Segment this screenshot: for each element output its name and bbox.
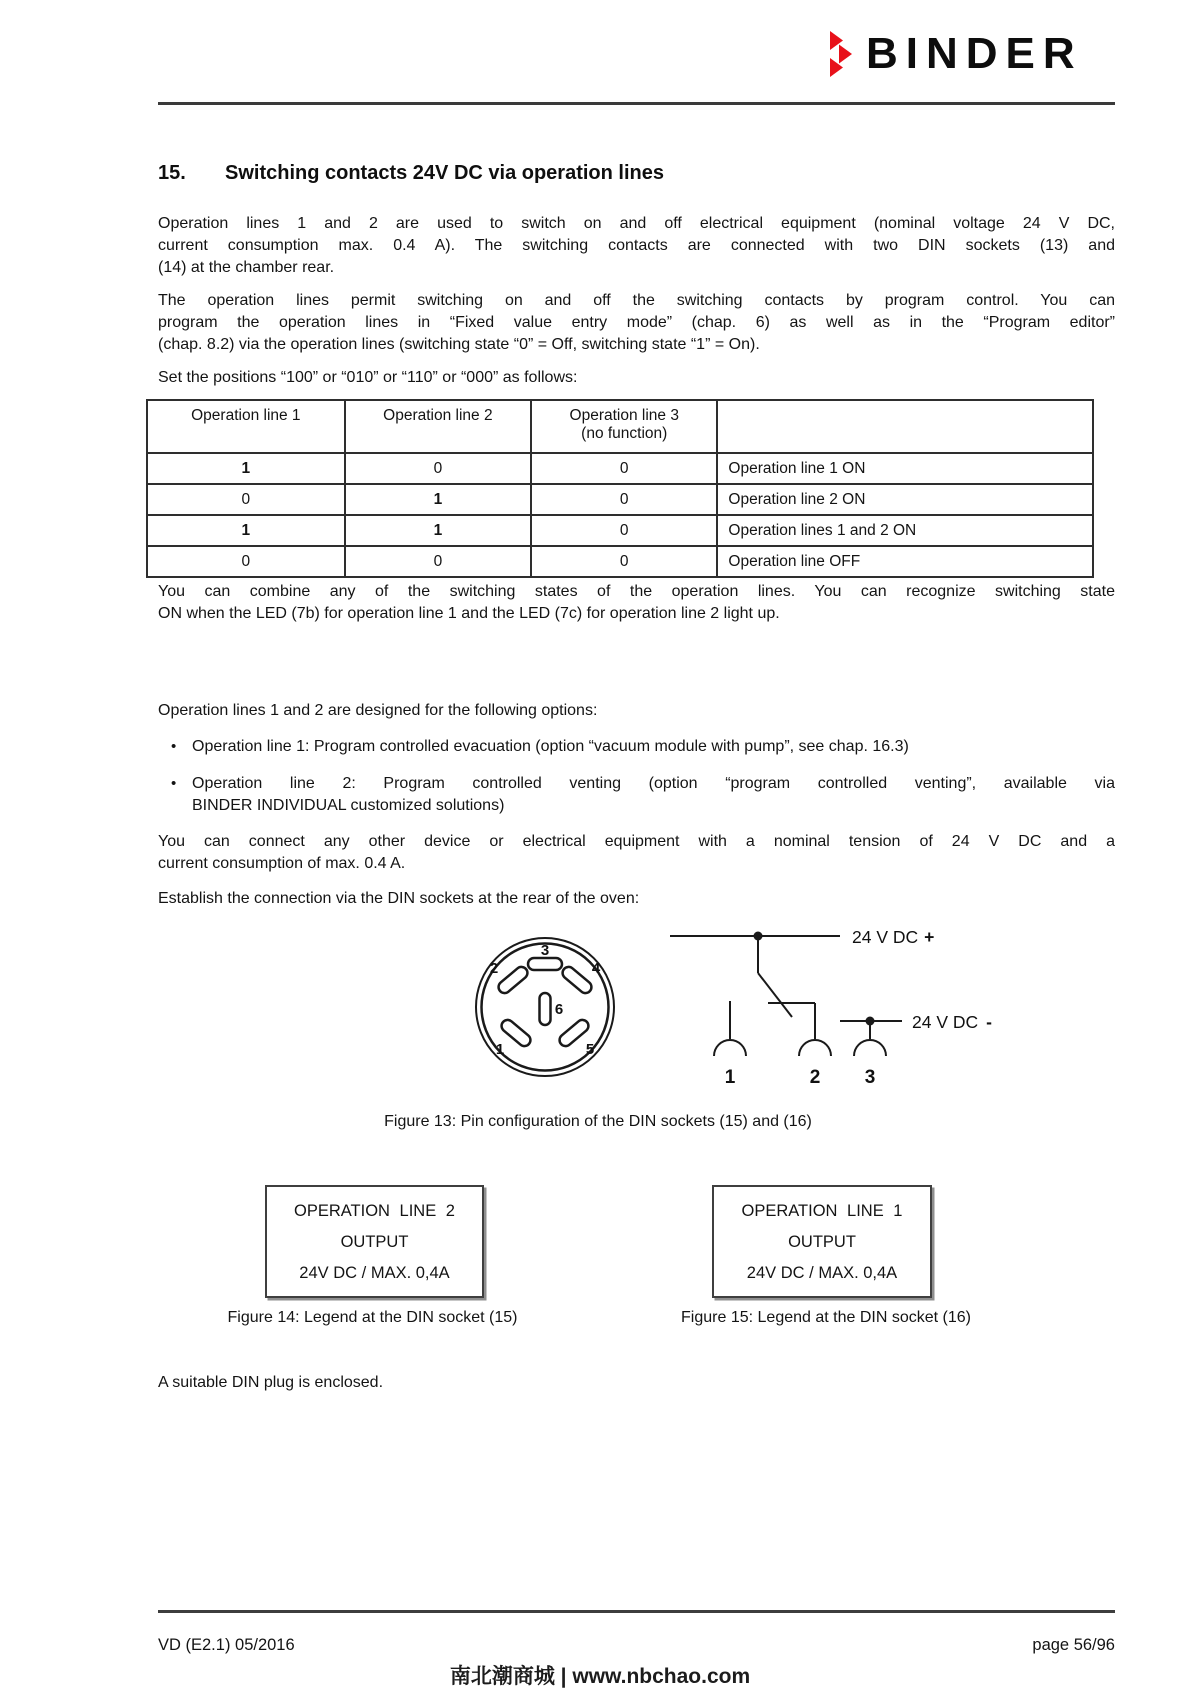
text-line: current consumption of max. 0.4 A. [158,855,406,872]
operation-lines-table [146,399,1094,578]
table-cell: 0 [147,484,345,515]
figure15-caption: Figure 15: Legend at the DIN socket (16) [681,1309,971,1326]
header-rule [158,102,1115,105]
minus-sign: - [986,1012,992,1032]
paragraph-set-positions: Set the positions “100” or “010” or “110” or “000” as follows: [158,369,578,386]
table-row [147,515,1093,546]
paragraph-program-control [158,290,1115,356]
table-row [147,546,1093,577]
dc-plus-text: 24 V DC [852,927,919,947]
socket-pin-2 [496,964,530,995]
terminal-label-1: 1 [724,1067,736,1088]
legend-line: OPERATION LINE 2 [294,1202,455,1220]
pin-label-1: 1 [495,1041,505,1058]
legend-line: OUTPUT [788,1233,856,1251]
table-row [147,453,1093,484]
footer-page-number: page 56/96 [1032,1636,1115,1654]
text-line: (chap. 8.2) via the operation lines (switching state “0” = Off, switching state “1” = On). [158,336,760,353]
text-line: Operation line 2: Program controlled venting (option “program controlled venting”, available via [192,775,1115,792]
table-cell: 1 [345,515,531,546]
table-row [147,484,1093,515]
paragraph-connect [158,831,1115,875]
legend-line: 24V DC / MAX. 0,4A [299,1264,450,1282]
table-cell: Operation lines 1 and 2 ON [717,515,1093,546]
section-title-text: Switching contacts 24V DC via operation lines [225,162,664,184]
binder-logo-text: BINDER [866,29,1083,78]
junction-dot-minus [866,1017,875,1026]
socket-pin-1 [499,1017,533,1048]
terminal-arc-1 [714,1040,746,1056]
paragraph-establish: Establish the connection via the DIN sockets at the rear of the oven: [158,890,640,907]
section-number: 15. [158,162,186,184]
wiring-diagram [670,936,902,1056]
col-header-line1: Operation line 1 [147,400,345,453]
col-header-line3-sub: (no function) [581,425,668,442]
paragraph-combine [158,581,1115,625]
terminal-label-2: 2 [809,1067,821,1088]
paragraph-intro [158,213,1115,279]
binder-logo [830,30,1083,78]
section-title [158,162,664,185]
table-header [147,400,1093,453]
terminal-label-3: 3 [864,1067,876,1088]
terminal-arc-3 [854,1040,886,1056]
label-24vdc-plus [852,927,934,947]
pin-label-3: 3 [540,942,550,959]
table-cell: 1 [345,484,531,515]
legend-box-operation-line-2 [265,1185,484,1298]
terminal-arc-2 [799,1040,831,1056]
watermark-text: 南北潮商城 | www.nbchao.com [449,1665,751,1688]
junction-dot-plus [754,932,763,941]
legend-box-operation-line-1 [712,1185,932,1298]
paragraph-options-intro: Operation lines 1 and 2 are designed for the following options: [158,702,598,719]
table-cell: 0 [531,484,717,515]
table-cell: Operation line 1 ON [717,453,1093,484]
footer-rule [158,1610,1115,1613]
text-line: BINDER INDIVIDUAL customized solutions) [192,797,505,814]
legend-line: OUTPUT [340,1233,409,1251]
bullet-item-line1 [158,736,1115,758]
table-body [147,453,1093,577]
pin-label-4: 4 [591,960,601,977]
col-header-line3 [531,400,717,453]
bullet-dot-icon: • [171,775,177,792]
plus-sign: + [924,927,935,947]
legend-line: OPERATION LINE 1 [741,1202,903,1220]
dc-minus-text: 24 V DC [912,1012,979,1032]
text-line: You can connect any other device or electrical equipment with a nominal tension of 24 V DC and a [158,833,1115,850]
text-line: Operation lines 1 and 2 are used to switch on and off electrical equipment (nominal voltage 24 V DC, [158,215,1115,232]
text-line: Operation line 1: Program controlled evacuation (option “vacuum module with pump”, see chap. 16.3) [192,738,909,755]
table-cell: 0 [345,546,531,577]
table-cell: Operation line OFF [717,546,1093,577]
pin-label-5: 5 [585,1041,595,1058]
table-cell: 1 [147,515,345,546]
text-line: (14) at the chamber rear. [158,259,335,276]
socket-pin-3 [528,958,562,970]
table-cell: Operation line 2 ON [717,484,1093,515]
text-line: current consumption max. 0.4 A). The switching contacts are connected with two DIN sockets (13) and [158,237,1115,254]
table-cell: 0 [147,546,345,577]
terminal-labels [725,1067,876,1088]
footer-doc-version: VD (E2.1) 05/2016 [158,1636,295,1654]
bullet-dot-icon: • [171,738,177,755]
figure14-caption: Figure 14: Legend at the DIN socket (15) [227,1309,518,1326]
pin-label-6: 6 [554,1001,564,1018]
table-cell: 0 [531,546,717,577]
text-line: program the operation lines in “Fixed value entry mode” (chap. 6) as well as in the “Program editor” [158,314,1115,331]
col-header-line3-title: Operation line 3 [569,407,679,424]
table-cell: 0 [531,515,717,546]
socket-pin-6 [540,993,551,1025]
col-header-line2: Operation line 2 [345,400,531,453]
figure13-caption: Figure 13: Pin configuration of the DIN sockets (15) and (16) [384,1113,812,1130]
label-24vdc-minus [912,1012,992,1032]
pin-label-2: 2 [489,960,499,977]
bullet-item-line2 [158,773,1115,817]
paragraph-din-plug: A suitable DIN plug is enclosed. [158,1374,384,1391]
text-line: You can combine any of the switching states of the operation lines. You can recognize switching state [158,583,1115,600]
text-line: The operation lines permit switching on and off the switching contacts by program control. You can [158,292,1115,309]
table-cell: 1 [147,453,345,484]
col-header-result [717,400,1093,453]
figure13-pin-configuration-diagram [420,915,1040,1105]
table-cell: 0 [531,453,717,484]
table-cell: 0 [345,453,531,484]
text-line: ON when the LED (7b) for operation line 1 and the LED (7c) for operation line 2 light up. [158,605,780,622]
socket-pin-4 [560,964,594,995]
legend-line: 24V DC / MAX. 0,4A [746,1264,898,1282]
binder-logo-icon [830,30,856,78]
